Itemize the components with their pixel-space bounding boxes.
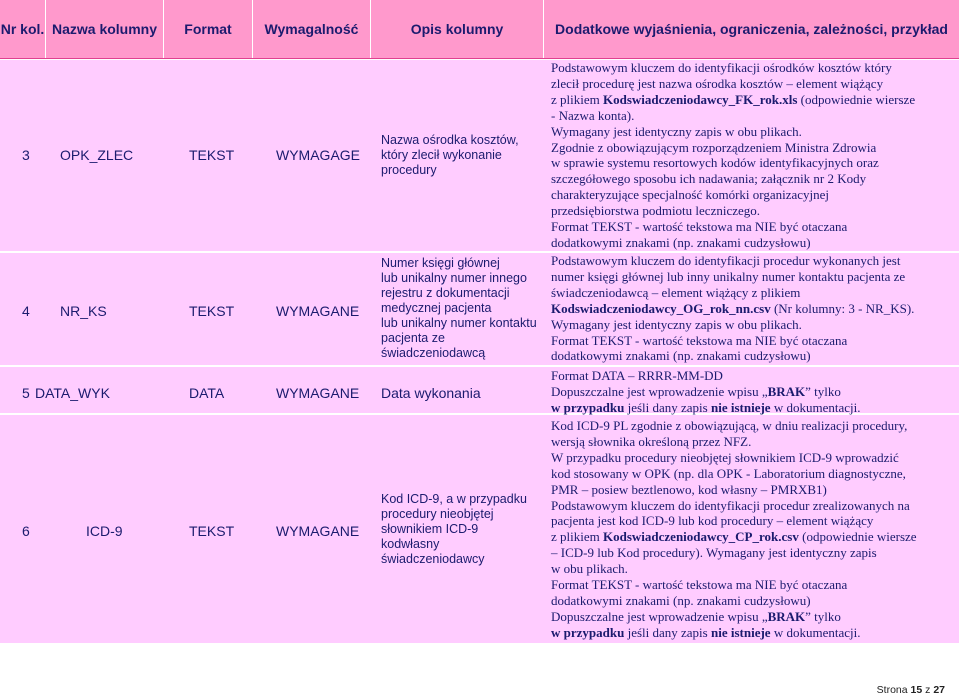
opis-line: procedury nieobjętej: [381, 507, 494, 521]
desc-line: z plikiem Kodswiadczeniodawcy_CP_rok.csv (odpowiednie wiersze: [551, 529, 917, 545]
desc-line: w obu plikach.: [551, 561, 628, 577]
desc-line: w przypadku jeśli dany zapis nie istnieje w dokumentacji.: [551, 399, 861, 415]
cell-wymagalnosc: WYMAGAGE: [276, 147, 361, 163]
cell-dodatkowe: [551, 368, 956, 416]
file-name: Kodswiadczeniodawcy_OG_rok_nn.csv: [551, 300, 771, 316]
cell-dodatkowe: [551, 60, 956, 251]
desc-line: charakteryzujące specjalność komórki organizacyjnej: [551, 187, 830, 203]
opis-line: słownikiem ICD-9: [381, 522, 479, 536]
cell-format: DATA: [189, 385, 225, 401]
desc-line: Podstawowym kluczem do identyfikacji ośrodków kosztów który: [551, 60, 892, 75]
desc-line: szczegółowego sposobu ich nadawania; załącznik nr 2 Kody: [551, 171, 867, 187]
cell-wymagalnosc: WYMAGANE: [276, 385, 360, 401]
desc-line: Podstawowym kluczem do identyfikacji procedur zrealizowanych na: [551, 497, 910, 513]
header-nr: Nr kol.: [0, 20, 45, 37]
desc-line: Format TEKST - wartość tekstowa ma NIE być otaczana: [551, 332, 848, 348]
desc-line: przedsiębiorstwa podmiotu leczniczego.: [551, 203, 761, 219]
desc-line: Kod ICD-9 PL zgodnie z obowiązującą, w dniu realizacji procedury,: [551, 418, 908, 433]
cell-nazwa: OPK_ZLEC: [60, 147, 134, 163]
cell-wymagalnosc: WYMAGANE: [276, 303, 360, 319]
cell-format: TEKST: [189, 523, 235, 539]
desc-line: PMR – posiew beztlenowo, kod własny – PMRXB1): [551, 481, 827, 497]
header-format: Format: [184, 20, 232, 37]
cell-nr: 4: [22, 303, 30, 319]
desc-line: w sprawie systemu resortowych kodów identyfikacyjnych oraz: [551, 155, 879, 171]
desc-line: w przypadku jeśli dany zapis nie istnieje w dokumentacji.: [551, 624, 861, 640]
desc-line: pacjenta jest kod ICD-9 lub kod procedury – element wiążący: [551, 513, 874, 529]
header-opis: Opis kolumny: [410, 20, 504, 37]
cell-wymagalnosc: WYMAGANE: [276, 523, 360, 539]
desc-line: Podstawowym kluczem do identyfikacji procedur wykonanych jest: [551, 253, 901, 268]
page-number: Strona 15 z 27: [876, 684, 945, 696]
table-header: [0, 0, 959, 59]
desc-line: wersją słownika określoną przez NFZ.: [551, 433, 752, 449]
cell-dodatkowe: [551, 418, 956, 641]
header-wymagalnosc: Wymagalność: [264, 20, 359, 37]
opis-line: Kod ICD-9, a w przypadku: [381, 492, 527, 506]
desc-line: z plikiem Kodswiadczeniodawcy_FK_rok.xls (odpowiednie wiersze: [551, 91, 916, 107]
opis-line: świadczeniodawcy: [381, 552, 485, 566]
desc-line: Kodswiadczeniodawcy_OG_rok_nn.csv (Nr kolumny: 3 - NR_KS).: [551, 300, 915, 316]
desc-line: dodatkowymi znakami (np. znakami cudzysłowu): [551, 592, 811, 608]
cell-opis: [381, 133, 541, 178]
opis-line: który zlecił wykonanie: [381, 148, 502, 162]
desc-line: Dopuszczalne jest wprowadzenie wpisu „BRAK” tylko: [551, 608, 841, 624]
desc-line: Dopuszczalne jest wprowadzenie wpisu „BRAK” tylko: [551, 383, 841, 399]
desc-line: zlecił procedurę jest nazwa ośrodka kosztów – element wiążący: [551, 75, 884, 91]
opis-line: Numer księgi głównej: [381, 256, 500, 270]
opis-line: świadczeniodawcą: [381, 346, 486, 360]
cell-opis: Data wykonania: [381, 385, 481, 401]
desc-line: Wymagany jest identyczny zapis w obu plikach.: [551, 123, 802, 139]
header-nazwa: Nazwa kolumny: [51, 20, 158, 37]
file-name: Kodswiadczeniodawcy_FK_rok.xls: [603, 91, 798, 107]
opis-line: Nazwa ośrodka kosztów,: [381, 133, 519, 147]
cell-nazwa: ICD-9: [86, 523, 123, 539]
desc-line: – ICD-9 lub Kod procedury). Wymagany jest identyczny zapis: [551, 545, 877, 561]
desc-line: Format TEKST - wartość tekstowa ma NIE być otaczana: [551, 577, 848, 593]
desc-line: świadczeniodawcą – element wiążący z plikiem: [551, 284, 801, 300]
cell-nr: 6: [22, 523, 30, 539]
opis-line: pacjenta ze: [381, 331, 445, 345]
desc-line: Format TEKST - wartość tekstowa ma NIE być otaczana: [551, 219, 848, 235]
desc-line: W przypadku procedury nieobjętej słownikiem ICD-9 wprowadzić: [551, 449, 899, 465]
cell-opis: [381, 492, 541, 567]
desc-line: Zgodnie z obowiązującym rozporządzeniem Ministra Zdrowia: [551, 139, 877, 155]
cell-format: TEKST: [189, 147, 235, 163]
cell-nr: 3: [22, 147, 30, 163]
desc-line: dodatkowymi znakami (np. znakami cudzysłowu): [551, 348, 811, 364]
cell-dodatkowe: [551, 253, 956, 364]
header-dodatkowe: Dodatkowe wyjaśnienia, ograniczenia, zależności, przykład: [555, 20, 948, 37]
desc-line: kod stosowany w OPK (np. dla OPK - Laboratorium diagnostyczne,: [551, 465, 906, 481]
cell-nazwa: DATA_WYK: [35, 385, 110, 401]
opis-line: medycznej pacjenta: [381, 301, 492, 315]
opis-line: kodwłasny: [381, 537, 440, 551]
cell-format: TEKST: [189, 303, 235, 319]
cell-opis: [381, 256, 541, 361]
opis-line: procedury: [381, 163, 437, 177]
opis-line: lub unikalny numer kontaktu: [381, 316, 537, 330]
opis-line: lub unikalny numer innego: [381, 271, 527, 285]
desc-line: - Nazwa konta).: [551, 107, 635, 123]
file-name: Kodswiadczeniodawcy_CP_rok.csv: [603, 529, 799, 545]
desc-line: Wymagany jest identyczny zapis w obu plikach.: [551, 316, 802, 332]
cell-nr: 5: [22, 385, 30, 401]
desc-line: numer księgi głównej lub inny unikalny numer kontaktu pacjenta ze: [551, 268, 906, 284]
opis-line: rejestru z dokumentacji: [381, 286, 510, 300]
cell-nazwa: NR_KS: [60, 303, 107, 319]
desc-line: Format DATA – RRRR-MM-DD: [551, 368, 723, 383]
desc-line: dodatkowymi znakami (np. znakami cudzysłowu): [551, 234, 811, 250]
